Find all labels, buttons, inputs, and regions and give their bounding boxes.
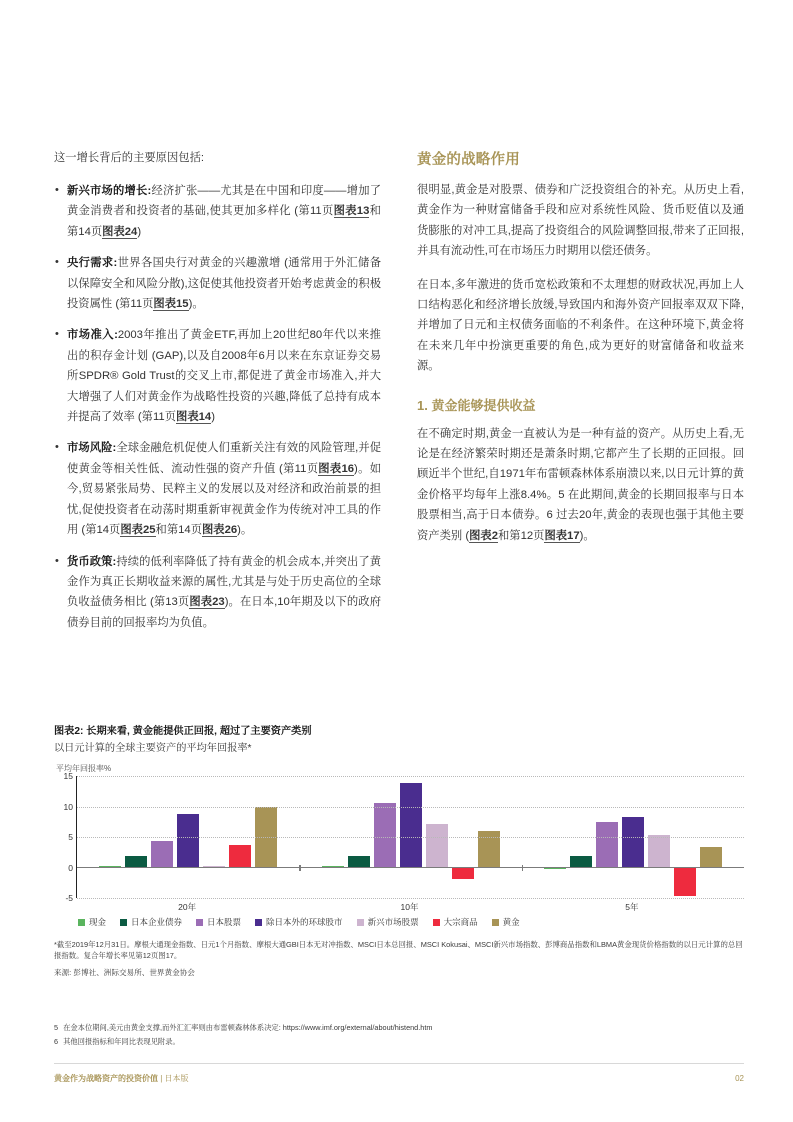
legend-item <box>78 916 106 928</box>
legend-swatch-icon <box>433 919 440 926</box>
chart-bar <box>177 814 199 867</box>
chart-plot-area <box>63 771 744 903</box>
group-separator-tick <box>299 865 300 871</box>
chart-bar <box>426 824 448 868</box>
group-separator-tick <box>522 865 523 871</box>
legend-item <box>120 916 182 928</box>
chart-bar <box>229 845 251 868</box>
figure-reference[interactable]: 图表24 <box>102 225 138 238</box>
bullet-text-mid: )。如今,贸易紧张局势、民粹主义的发展以及对经济和政治前景的担忧,促使投资者在动荡时期重新审视黄金作为传统对冲工具的作用 (第14页 <box>67 462 381 537</box>
figure-source: 来源: 彭博社、洲际交易所、世界黄金协会 <box>54 968 195 977</box>
bullet-text-tail: )。 <box>237 524 253 537</box>
zero-axis-line <box>77 867 744 869</box>
footnote-text: 在金本位期间,美元由黄金支撑,而外汇汇率则由布雷顿森林体系决定: https://www.imf.org/external/about/histend.htm <box>63 1023 433 1032</box>
legend-swatch-icon <box>492 919 499 926</box>
chart-bar <box>622 817 644 868</box>
legend-item <box>196 916 241 928</box>
figure-reference[interactable]: 图表15 <box>153 298 189 311</box>
figure-2-block <box>54 722 744 978</box>
footnote-6 <box>54 1036 744 1048</box>
bullet-term: 货币政策: <box>67 555 117 568</box>
bullet-text: 全球金融危机促使人们重新关注有效的风险管理,并促使黄金等相关性低、流动性强的资产升值 (第11页 <box>67 442 381 475</box>
section-heading: 黄金的战略作用 <box>417 152 520 168</box>
chart-bar <box>452 868 474 880</box>
bullet-term: 央行需求: <box>67 257 118 270</box>
page-number: 02 <box>735 1074 744 1083</box>
gridline <box>77 837 744 838</box>
bullet-text-mid: 和第14页 <box>67 205 381 238</box>
footer-divider <box>54 1063 744 1064</box>
legend-label: 除日本外的环球股市 <box>266 917 343 927</box>
chart-bar <box>400 783 422 867</box>
list-item <box>54 253 381 314</box>
chart-legend <box>78 916 744 928</box>
subsection-heading: 1. 黄金能够提供收益 <box>417 397 536 413</box>
bullet-term: 市场准入: <box>67 329 118 342</box>
bullet-text-tail: )。在日本,10年期及以下的政府债券目前的回报率均为负值。 <box>67 596 381 629</box>
page-footer <box>54 1073 744 1084</box>
footnotes-block <box>54 1022 744 1049</box>
legend-swatch-icon <box>120 919 127 926</box>
x-axis-tick-label: 10年 <box>400 902 419 912</box>
list-item <box>54 552 381 634</box>
legend-swatch-icon <box>255 919 262 926</box>
figure-note: *截至2019年12月31日。摩根大通现金指数、日元1个月指数、摩根大通GBI日本无对冲指数、MSCI日本总回报、MSCI Kokusai、MSCI新兴市场指数、彭博商品指数和LBMA黄金现货价格指数的以日元计算的总回报指数。复合年增长率见第12页图17。 <box>54 940 743 960</box>
list-item <box>54 181 381 242</box>
footer-title-bold: 黄金作为战略资产的投资价值 <box>54 1074 158 1083</box>
bullet-term: 新兴市场的增长: <box>67 185 152 197</box>
legend-label: 日本股票 <box>207 917 242 927</box>
figure-reference[interactable]: 图表25 <box>120 524 156 537</box>
legend-swatch-icon <box>78 919 85 926</box>
footnote-5 <box>54 1022 744 1034</box>
bullet-text: 2003年推出了黄金ETF,再加上20世纪80年代以来推出的积存金计划 (GAP),以及自2008年6月以来在东京证券交易所SPDR® Gold Trust的交叉上市,都促进了黄金市场准入,并大大增强了人们对黄金作为战略性投资的兴趣,降低了总持有成本并提高了效率 (第11页 <box>67 329 381 424</box>
list-item <box>54 438 381 540</box>
bullet-text: 持续的低利率降低了持有黄金的机会成本,并突出了黄金作为真正长期收益来源的属性,尤其是与处于历史高位的全球负收益债务相比 (第13页 <box>67 555 381 609</box>
lead-in-paragraph: 这一增长背后的主要原因包括: <box>54 152 204 164</box>
y-axis-tick: -5 <box>65 893 73 903</box>
two-column-body <box>54 148 744 644</box>
chart-bar <box>648 835 670 868</box>
figure-reference[interactable]: 图表13 <box>333 205 370 218</box>
x-axis-tick-label: 20年 <box>178 902 197 912</box>
chart-bar <box>596 822 618 868</box>
bullet-text-tail: ) <box>137 225 142 238</box>
paragraph-3-text-c: )。 <box>579 529 595 542</box>
chart-bar <box>374 803 396 868</box>
legend-item <box>492 916 520 928</box>
legend-label: 现金 <box>89 917 107 927</box>
bullet-text-mid2: 和第14页 <box>155 524 202 537</box>
footnote-number: 5 <box>54 1023 59 1032</box>
chart-bar <box>151 841 173 867</box>
right-column <box>417 148 744 644</box>
gridline <box>77 776 744 777</box>
legend-label: 日本企业债券 <box>131 917 183 927</box>
bullet-text-tail: ) <box>211 411 215 424</box>
legend-item <box>433 916 478 928</box>
list-item <box>54 325 381 427</box>
y-axis-tick: 10 <box>63 801 73 812</box>
figure-subtitle: 以日元计算的全球主要资产的平均年回报率* <box>54 743 252 754</box>
figure-reference[interactable]: 图表16 <box>318 462 355 475</box>
legend-item <box>255 916 343 928</box>
legend-label: 大宗商品 <box>443 917 478 927</box>
figure-reference[interactable]: 图表23 <box>189 596 225 609</box>
y-axis-tick: 0 <box>68 862 73 873</box>
y-axis-tick: 15 <box>63 771 73 781</box>
footnote-text: 其他回报指标和年同比表现见附录。 <box>63 1036 180 1046</box>
bullet-term: 市场风险: <box>67 442 117 455</box>
footer-title <box>54 1073 189 1084</box>
figure-reference[interactable]: 图表14 <box>176 411 212 424</box>
paragraph-3-text-b: 和第12页 <box>497 529 545 542</box>
bullet-list <box>54 181 381 633</box>
paragraph-2: 在日本,多年激进的货币宽松政策和不太理想的财政状况,再加上人口结构恶化和经济增长放缓,导致国内和海外资产回报率双双下降,并增加了日元和主权债务面临的不利条件。在这种环境下,黄金将在未来几年中扮演更重要的角色,成为更好的财富储备和收益来源。 <box>417 278 744 373</box>
gridline <box>77 807 744 808</box>
paragraph-1: 很明显,黄金是对股票、债券和广泛投资组合的补充。从历史上看,黄金作为一种财富储备手段和应对系统性风险、货币贬值以及通货膨胀的对冲工具,提高了投资组合的风险调整回报,带来了正回报,并具有流动性,可在市场压力时期用以偿还债务。 <box>417 184 744 258</box>
x-axis-tick-label: 5年 <box>625 902 639 912</box>
footer-title-thin: | 日本版 <box>158 1074 189 1083</box>
paragraph-3 <box>417 424 744 546</box>
paragraph-3-text-a: 在不确定时期,黄金一直被认为是一种有益的资产。从历史上看,无论是在经济繁荣时期还是萧条时期,它都产生了长期的正回报。回顾近半个世纪,自1971年布雷顿森林体系崩溃以来,以日元计算的黄金价格平均每年上涨8.4%。5 在此期间,黄金的长期回报率与日本股票相当,高于日本债券。6 过去20年,黄金的表现也强于其他主要资产类别 ( <box>417 427 744 542</box>
y-axis-tick: 5 <box>68 832 73 842</box>
bullet-text-tail: )。 <box>188 298 204 311</box>
figure-reference[interactable]: 图表26 <box>202 524 238 537</box>
legend-swatch-icon <box>357 919 364 926</box>
legend-item <box>357 916 419 928</box>
bullet-text: 世界各国央行对黄金的兴趣激增 (通常用于外汇储备以保障安全和风险分散),这促使其他投资者开始考虑黄金的积极投资属性 (第11页 <box>67 257 381 311</box>
legend-label: 黄金 <box>502 917 520 927</box>
legend-label: 新兴市场股票 <box>367 917 419 927</box>
left-column <box>54 148 381 644</box>
legend-swatch-icon <box>196 919 203 926</box>
footnote-number: 6 <box>54 1036 59 1046</box>
x-axis-labels <box>76 898 744 914</box>
figure-reference[interactable]: 图表17 <box>544 529 580 542</box>
y-axis-label: 平均年回报率% <box>56 764 112 773</box>
chart-bar <box>674 868 696 897</box>
chart-bar <box>700 847 722 868</box>
bullet-text: 经济扩张——尤其是在中国和印度——增加了黄金消费者和投资者的基础,使其更加多样化 (第11页 <box>67 185 381 218</box>
figure-reference[interactable]: 图表2 <box>469 529 498 542</box>
figure-title: 图表2: 长期来看, 黄金能提供正回报, 超过了主要资产类别 <box>54 726 312 737</box>
